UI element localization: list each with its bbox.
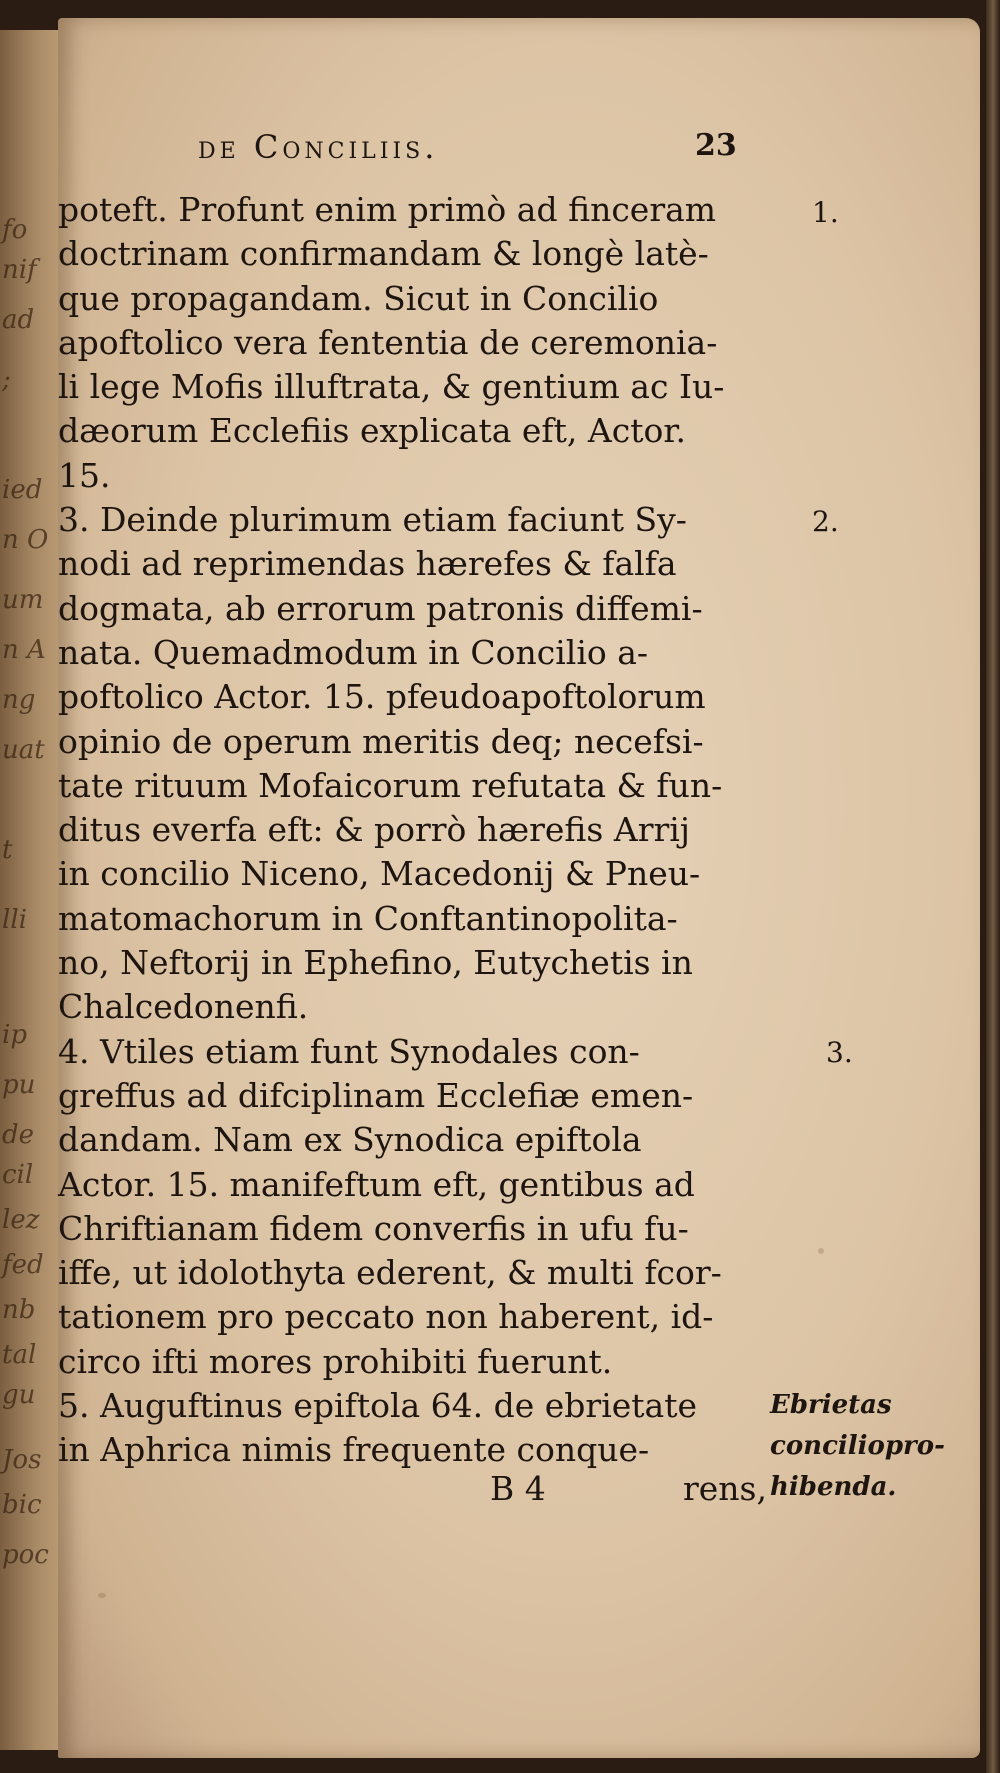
- page-header: [150, 128, 750, 178]
- bleed-text: ied: [2, 475, 43, 505]
- bleed-text: ip: [2, 1020, 27, 1050]
- text-line: matomachorum in Conftantinopolita-: [58, 898, 678, 938]
- text-line: 4. Vtiles etiam funt Synodales con-: [58, 1031, 640, 1071]
- text-line: doctrinam confirmandam & longè latè-: [58, 234, 709, 274]
- text-line: greffus ad difciplinam Ecclefiæ emen-: [58, 1075, 694, 1115]
- text-line: dæorum Ecclefiis explicata eft, Actor.: [58, 411, 686, 451]
- bleed-text: ng: [2, 685, 36, 715]
- text-line: Chriftianam fidem converfis in ufu fu-: [58, 1208, 689, 1248]
- bleed-text: cil: [2, 1160, 34, 1190]
- bleed-text: um: [2, 585, 44, 615]
- text-line: no, Neftorij in Ephefino, Eutychetis in: [58, 943, 693, 983]
- bleed-text: t: [2, 835, 13, 865]
- text-line: tationem pro peccato non haberent, id-: [58, 1297, 714, 1337]
- text-line: opinio de operum meritis deq; necefsi-: [58, 721, 704, 761]
- text-line: que propagandam. Sicut in Concilio: [58, 278, 659, 318]
- text-line: Chalcedonenfi.: [58, 987, 309, 1027]
- bleed-text: uat: [2, 735, 45, 765]
- bleed-text: lli: [2, 905, 27, 935]
- bleed-text: gu: [2, 1380, 36, 1410]
- bleed-text: n O: [2, 525, 49, 555]
- margin-number-1: 1.: [812, 196, 839, 229]
- ink-spot: [98, 1593, 106, 1598]
- marginal-note-line: Ebrietas: [770, 1390, 892, 1420]
- text-line: iffe, ut idolothyta ederent, & multi fcor-: [58, 1253, 722, 1293]
- bleed-text: poc: [2, 1540, 49, 1570]
- previous-page-edge: [0, 30, 60, 1750]
- text-line: tate rituum Mofaicorum refutata & fun-: [58, 765, 723, 805]
- bleed-text: de: [2, 1120, 35, 1150]
- catchword: rens,: [683, 1469, 767, 1508]
- text-line: dandam. Nam ex Synodica epiftola: [58, 1120, 642, 1160]
- text-line: apoftolico vera fententia de ceremonia-: [58, 322, 718, 362]
- bleed-text: ;: [2, 365, 11, 395]
- bleed-text: bic: [2, 1490, 42, 1520]
- text-line: in concilio Niceno, Macedonij & Pneu-: [58, 854, 701, 894]
- bleed-text: Jos: [2, 1445, 42, 1475]
- text-line: Actor. 15. manifeftum eft, gentibus ad: [58, 1164, 695, 1204]
- text-line: poftolico Actor. 15. pfeudoapoftolorum: [58, 677, 706, 717]
- text-line: circo ifti mores prohibiti fuerunt.: [58, 1341, 613, 1381]
- marginal-note-line: hibenda.: [770, 1472, 897, 1502]
- main-text-block: [58, 188, 725, 1473]
- margin-number-2: 2.: [812, 505, 839, 538]
- text-line: nata. Quemadmodum in Concilio a-: [58, 632, 649, 672]
- bleed-text: lez: [2, 1205, 40, 1235]
- text-line: poteft. Profunt enim primò ad finceram: [58, 190, 717, 229]
- marginal-note-line: conciliopro-: [770, 1431, 945, 1461]
- bleed-text: fed: [2, 1250, 44, 1280]
- bleed-text: ad: [2, 305, 35, 335]
- text-line: in Aphrica nimis frequente conque-: [58, 1430, 650, 1470]
- page-number: 23: [695, 128, 737, 163]
- text-line: 5. Auguftinus epiftola 64. de ebrietate: [58, 1386, 698, 1426]
- ink-spot: [818, 1248, 824, 1254]
- bleed-text: nb: [2, 1295, 36, 1325]
- text-line: nodi ad reprimendas hærefes & falfa: [58, 544, 677, 584]
- text-line: li lege Mofis illuftrata, & gentium ac Iu-: [58, 367, 725, 407]
- text-line: dogmata, ab errorum patronis diffemi-: [58, 588, 703, 628]
- bleed-text: fo: [2, 215, 28, 245]
- text-line: ditus everfa eft: & porrò hærefis Arrij: [58, 810, 691, 850]
- bleed-text: pu: [2, 1070, 36, 1100]
- bleed-text: tal: [2, 1340, 37, 1370]
- bleed-text: nif: [2, 255, 37, 285]
- signature-mark: B 4: [490, 1469, 546, 1508]
- text-line: 3. Deinde plurimum etiam faciunt Sy-: [58, 500, 687, 540]
- bleed-text: n A: [2, 635, 46, 665]
- text-line: 15.: [58, 455, 111, 495]
- running-head: de Conciliis.: [198, 128, 439, 166]
- right-page-edge: [986, 0, 1000, 1773]
- margin-number-3: 3.: [826, 1036, 853, 1069]
